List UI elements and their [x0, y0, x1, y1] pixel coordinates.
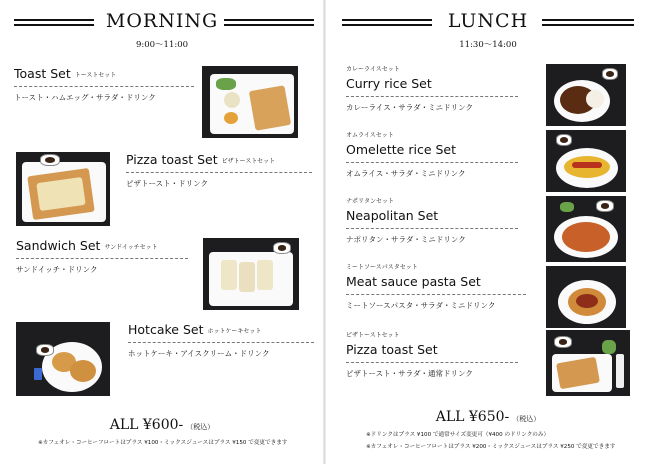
- morning-note: ※カフェオレ・コーヒーフロートはプラス ¥100・ミックスジュースはプラス ¥150 で変更できます: [38, 440, 288, 446]
- item-kana: カレーライスセット: [346, 66, 400, 73]
- menu-item-neapolitan-set: [346, 196, 518, 245]
- pizza-toast-photo: [16, 152, 110, 226]
- item-kana: ナポリタンセット: [346, 198, 395, 205]
- item-name: Toast Set: [14, 66, 71, 81]
- neapolitan-photo: [546, 196, 626, 262]
- menu-item-sandwich-set: [16, 238, 188, 275]
- item-description: カレーライス・サラダ・ミニドリンク: [346, 103, 473, 112]
- lunch-page: [326, 0, 650, 464]
- morning-page: [0, 0, 324, 464]
- morning-header: [0, 10, 324, 36]
- item-name: Pizza toast Set: [346, 342, 438, 357]
- meat-sauce-pasta-photo: [546, 266, 626, 328]
- omelette-rice-photo: [546, 130, 626, 192]
- header-double-rule: [542, 19, 634, 26]
- item-name-jp: ピザトーストセット: [221, 158, 276, 165]
- price-tax: （税込）: [186, 423, 215, 431]
- item-name: Meat sauce pasta Set: [346, 274, 481, 289]
- menu-item-omelette-rice-set: [346, 130, 518, 179]
- price-amount: ALL ¥600-: [109, 417, 184, 433]
- dashed-rule: [346, 362, 518, 363]
- item-name: Neapolitan Set: [346, 208, 439, 223]
- item-description: ミートソースパスタ・サラダ・ミニドリンク: [346, 301, 496, 310]
- curry-rice-photo: [546, 64, 626, 126]
- lunch-title: LUNCH: [447, 10, 529, 32]
- sandwich-photo: [203, 238, 299, 310]
- dashed-rule: [346, 228, 518, 229]
- item-description: ホットケーキ・アイスクリーム・ドリンク: [128, 349, 270, 358]
- item-name-jp: トーストセット: [74, 72, 117, 79]
- item-description: ナポリタン・サラダ・ミニドリンク: [346, 235, 466, 244]
- item-name: Sandwich Set: [16, 238, 101, 253]
- item-description: オムライス・サラダ・ミニドリンク: [346, 169, 466, 178]
- dashed-rule: [346, 96, 518, 97]
- item-description: ピザトースト・サラダ・通常ドリンク: [346, 369, 473, 378]
- dashed-rule: [346, 294, 526, 295]
- toast-set-photo: [202, 66, 298, 138]
- morning-hours: 9:00〜11:00: [135, 40, 189, 50]
- item-name: Hotcake Set: [128, 322, 204, 337]
- item-name: Curry rice Set: [346, 76, 432, 91]
- item-description: トースト・ハムエッグ・サラダ・ドリンク: [14, 93, 156, 102]
- dashed-rule: [126, 172, 312, 173]
- menu-item-meat-sauce-pasta-set: [346, 262, 526, 311]
- item-description: サンドイッチ・ドリンク: [16, 265, 98, 274]
- item-name: Omelette rice Set: [346, 142, 457, 157]
- item-name-jp: サンドイッチセット: [104, 244, 158, 251]
- lunch-note-drink-size: ※ドリンクはプラス ¥100 で通常サイズ変更可（¥400 のドリンクのみ）: [366, 432, 550, 438]
- menu-item-curry-rice-set: [346, 64, 518, 113]
- dashed-rule: [128, 342, 314, 343]
- morning-price: [0, 414, 324, 433]
- menu-item-pizza-toast-set: [126, 152, 312, 189]
- price-amount: ALL ¥650-: [435, 409, 510, 425]
- menu-item-hotcake-set: [128, 322, 314, 359]
- item-kana: オムライスセット: [346, 132, 394, 139]
- item-name: Pizza toast Set: [126, 152, 218, 167]
- lunch-price: [326, 406, 650, 425]
- lunch-header: [326, 10, 650, 36]
- lunch-hours: 11:30〜14:00: [459, 40, 517, 50]
- lunch-pizza-toast-photo: [546, 330, 630, 396]
- price-tax: （税込）: [512, 415, 541, 423]
- header-double-rule: [224, 19, 314, 26]
- item-description: ピザトースト・ドリンク: [126, 179, 208, 188]
- dashed-rule: [346, 162, 518, 163]
- item-kana: ピザトーストセット: [346, 332, 400, 339]
- dashed-rule: [16, 258, 188, 259]
- item-kana: ミートソースパスタセット: [346, 264, 418, 271]
- menu-item-toast-set: [14, 66, 194, 103]
- menu-item-lunch-pizza-toast-set: [346, 330, 518, 379]
- lunch-note-drink-change: ※カフェオレ・コーヒーフロートはプラス ¥200・ミックスジュースはプラス ¥250 で変更できます: [366, 444, 616, 450]
- morning-title: MORNING: [105, 10, 219, 32]
- hotcake-photo: [16, 322, 110, 396]
- dashed-rule: [14, 86, 194, 87]
- item-name-jp: ホットケーキセット: [207, 328, 262, 335]
